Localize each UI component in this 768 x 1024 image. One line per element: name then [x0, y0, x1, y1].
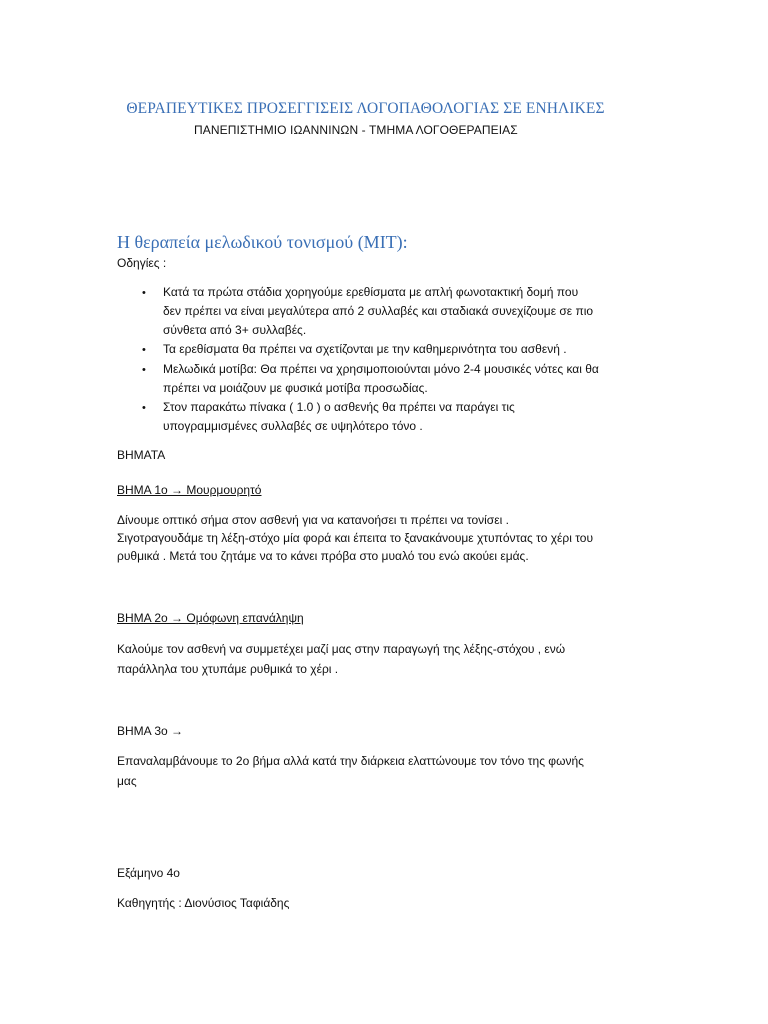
step-1-line: Δίνουμε οπτικό σήμα στον ασθενή για να κατανοήσει τι πρέπει να τονίσει .	[117, 513, 509, 527]
step-1-line: Σιγοτραγουδάμε τη λέξη-στόχο μία φορά και έπειτα το ξανακάνουμε χτυπόντας το χέρι του	[117, 531, 594, 545]
bullet-line: υπογραμμισμένες συλλαβές σε υψηλότερο τόνο .	[163, 419, 423, 433]
bullet-line: Τα ερεθίσματα θα πρέπει να σχετίζονται με την καθημερινότητα του ασθενή .	[163, 342, 567, 356]
instructions-label: Οδηγίες :	[117, 256, 167, 270]
semester-label: Εξάμηνο 4ο	[117, 866, 180, 880]
bullet-marker: •	[142, 402, 146, 414]
step-2-line: παράλληλα του χτυπάμε ρυθμικά το χέρι .	[117, 662, 339, 676]
step-1-line: ρυθμικά . Μετά του ζητάμε να το κάνει πρόβα στο μυαλό του ενώ ακούει εμάς.	[117, 549, 529, 563]
bullet-line: σύνθετα από 3+ συλλαβές.	[163, 323, 307, 337]
bullet-marker: •	[142, 287, 146, 299]
bullet-line: πρέπει να μοιάζουν με φυσικά μοτίβα προσωδίας.	[163, 381, 428, 395]
bullet-line: Στον παρακάτω πίνακα ( 1.0 ) ο ασθενής θα πρέπει να παράγει τις	[163, 400, 515, 414]
step-1-title: ΒΗΜΑ 1ο → Μουρμουρητό	[117, 483, 262, 497]
step-2-line: Καλούμε τον ασθενή να συμμετέχει μαζί μας στην παραγωγή της λέξης-στόχου , ενώ	[117, 642, 566, 656]
document-title: ΘΕΡΑΠΕΥΤΙΚΕΣ ΠΡΟΣΕΓΓΙΣΕΙΣ ΛΟΓΟΠΑΘΟΛΟΓΙΑΣ ΣΕ ΕΝΗΛΙΚΕΣ	[126, 100, 605, 117]
step-3-title: ΒΗΜΑ 3ο →	[117, 724, 184, 738]
section-heading: Η θεραπεία μελωδικού τονισμού (MIT):	[117, 232, 408, 252]
bullet-marker: •	[142, 364, 146, 376]
bullet-line: Κατά τα πρώτα στάδια χορηγούμε ερεθίσματα με απλή φωνοτακτική δομή που	[163, 285, 579, 299]
step-3-line: μας	[117, 774, 137, 788]
step-2-title: ΒΗΜΑ 2ο → Ομόφωνη επανάληψη	[117, 611, 304, 625]
professor-label: Καθηγητής : Διονύσιος Ταφιάδης	[117, 896, 290, 910]
document-subtitle: ΠΑΝΕΠΙΣΤΗΜΙΟ ΙΩΑΝΝΙΝΩΝ - ΤΜΗΜΑ ΛΟΓΟΘΕΡΑΠΕΙΑΣ	[194, 123, 518, 137]
step-3-line: Επαναλαμβάνουμε το 2ο βήμα αλλά κατά την διάρκεια ελαττώνουμε τον τόνο της φωνής	[117, 754, 584, 768]
bullet-line: Μελωδικά μοτίβα: Θα πρέπει να χρησιμοποιούνται μόνο 2-4 μουσικές νότες και θα	[163, 362, 599, 376]
bullet-line: δεν πρέπει να είναι μεγαλύτερα από 2 συλλαβές και σταδιακά συνεχίζουμε σε πιο	[163, 304, 594, 318]
bullet-marker: •	[142, 344, 146, 356]
steps-label: ΒΗΜΑΤΑ	[117, 448, 166, 462]
